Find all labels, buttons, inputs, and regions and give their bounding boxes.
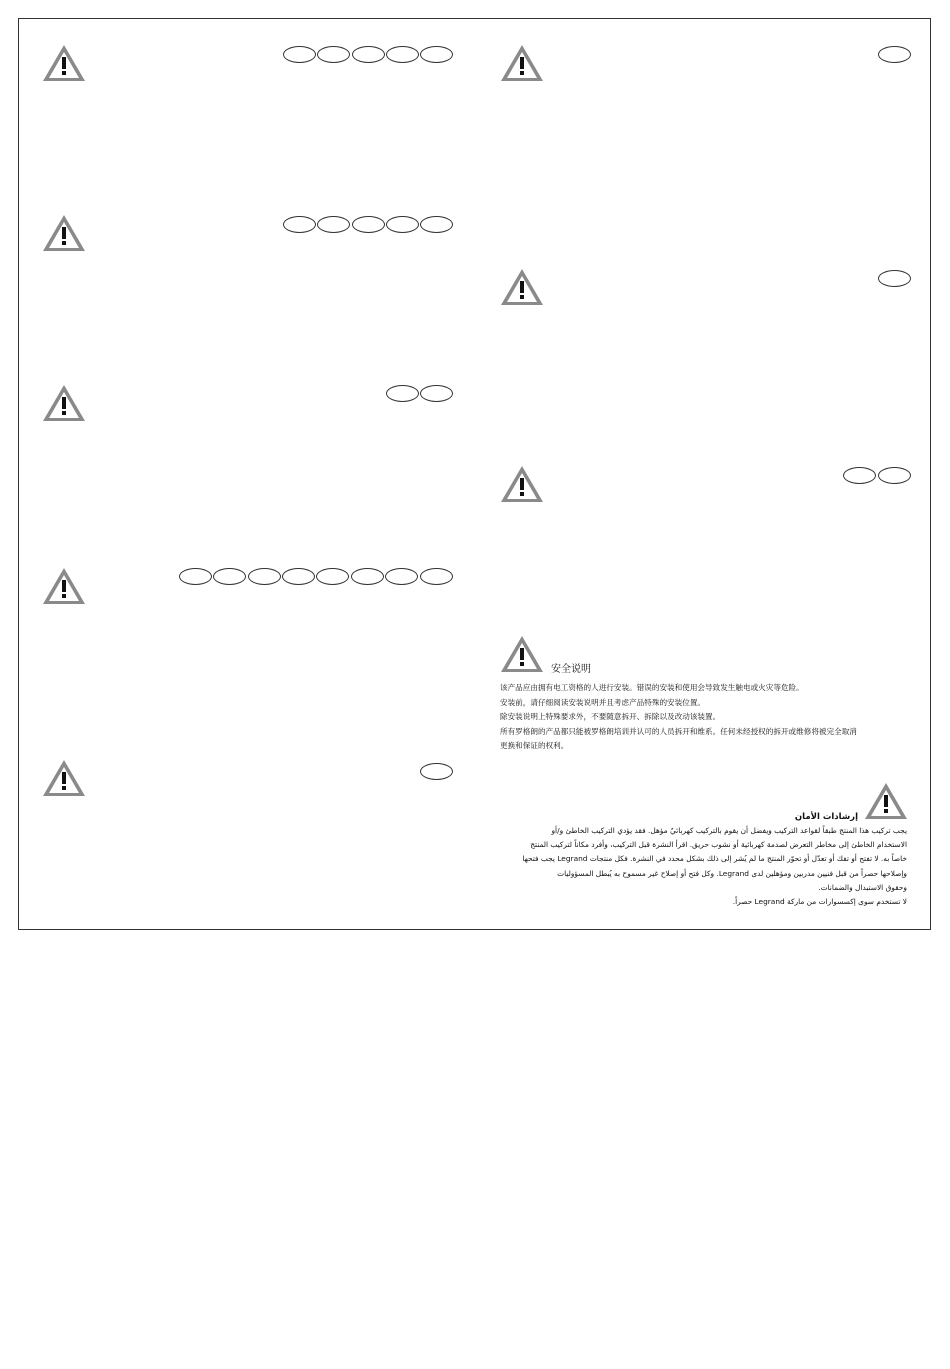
arabic-line: وإصلاحها حصراً من قبل فنيين مدربين ومؤهلين لدى Legrand. وكل فتح أو إصلاح غير مسموح به يُبطل المسؤوليات xyxy=(557,868,907,878)
language-ovals xyxy=(283,216,451,233)
warning-icon xyxy=(499,267,545,307)
warning-icon xyxy=(41,566,87,606)
arabic-safety-text xyxy=(500,824,907,909)
arabic-line: يجب تركيب هذا المنتج طبقاً لقواعد التركيب ويفضل أن يقوم بالتركيب كهربائيٌ مؤهل. فقد يؤدي التركيب الخاطئ و/أو xyxy=(551,826,907,835)
language-ovals xyxy=(283,46,451,63)
chinese-safety-text xyxy=(500,681,910,754)
chinese-line: 所有罗格朗的产品都只能被罗格朗培训并认可的人员拆开和维系。任何未经授权的拆开或维修将被完全取消 xyxy=(500,726,857,736)
chinese-line: 除安装说明上特殊要求外，不要随意拆开、拆除以及改动该装置。 xyxy=(500,712,721,721)
page-frame xyxy=(18,18,931,930)
arabic-safety-title: إرشادات الأمان xyxy=(794,812,858,822)
warning-icon xyxy=(863,781,909,821)
chinese-line: 更换和保证的权利。 xyxy=(500,741,569,750)
arabic-line: خاصاً به. لا تفتح أو تفك أو تعدّل أو تحوّر المنتج ما لم يُشر إلى ذلك بشكل محدد في النشرة. فكل منتجات Legrand يجب فتحها xyxy=(522,854,907,864)
language-ovals xyxy=(420,763,451,780)
arabic-line: الاستخدام الخاطئ إلى مخاطر التعرض لصدمة كهربائية أو نشوب حريق. اقرأ النشرة قبل التركيب، وأفرد مكاناً لتركيب المنتج xyxy=(530,840,907,850)
language-ovals xyxy=(878,46,909,63)
language-ovals xyxy=(179,568,451,585)
warning-icon xyxy=(41,758,87,798)
language-ovals xyxy=(843,467,909,484)
arabic-line: وحقوق الاستبدال والضمانات. xyxy=(818,882,907,892)
warning-icon xyxy=(41,213,87,253)
warning-icon xyxy=(41,383,87,423)
warning-icon xyxy=(499,634,545,674)
warning-icon xyxy=(41,43,87,83)
language-ovals xyxy=(386,385,451,402)
arabic-line: لا تستخدم سوى إكسسوارات من ماركة Legrand حصراً. xyxy=(732,897,907,907)
warning-icon xyxy=(499,43,545,83)
chinese-line: 该产品应由拥有电工资格的人进行安装。错误的安装和使用会导致发生触电或火灾等危险。 xyxy=(500,683,804,692)
language-ovals xyxy=(878,270,909,287)
chinese-line: 安装前，请仔细阅读安装说明并且考虑产品特殊的安装位置。 xyxy=(500,697,706,707)
chinese-safety-title: 安全说明 xyxy=(551,664,591,675)
warning-icon xyxy=(499,464,545,504)
